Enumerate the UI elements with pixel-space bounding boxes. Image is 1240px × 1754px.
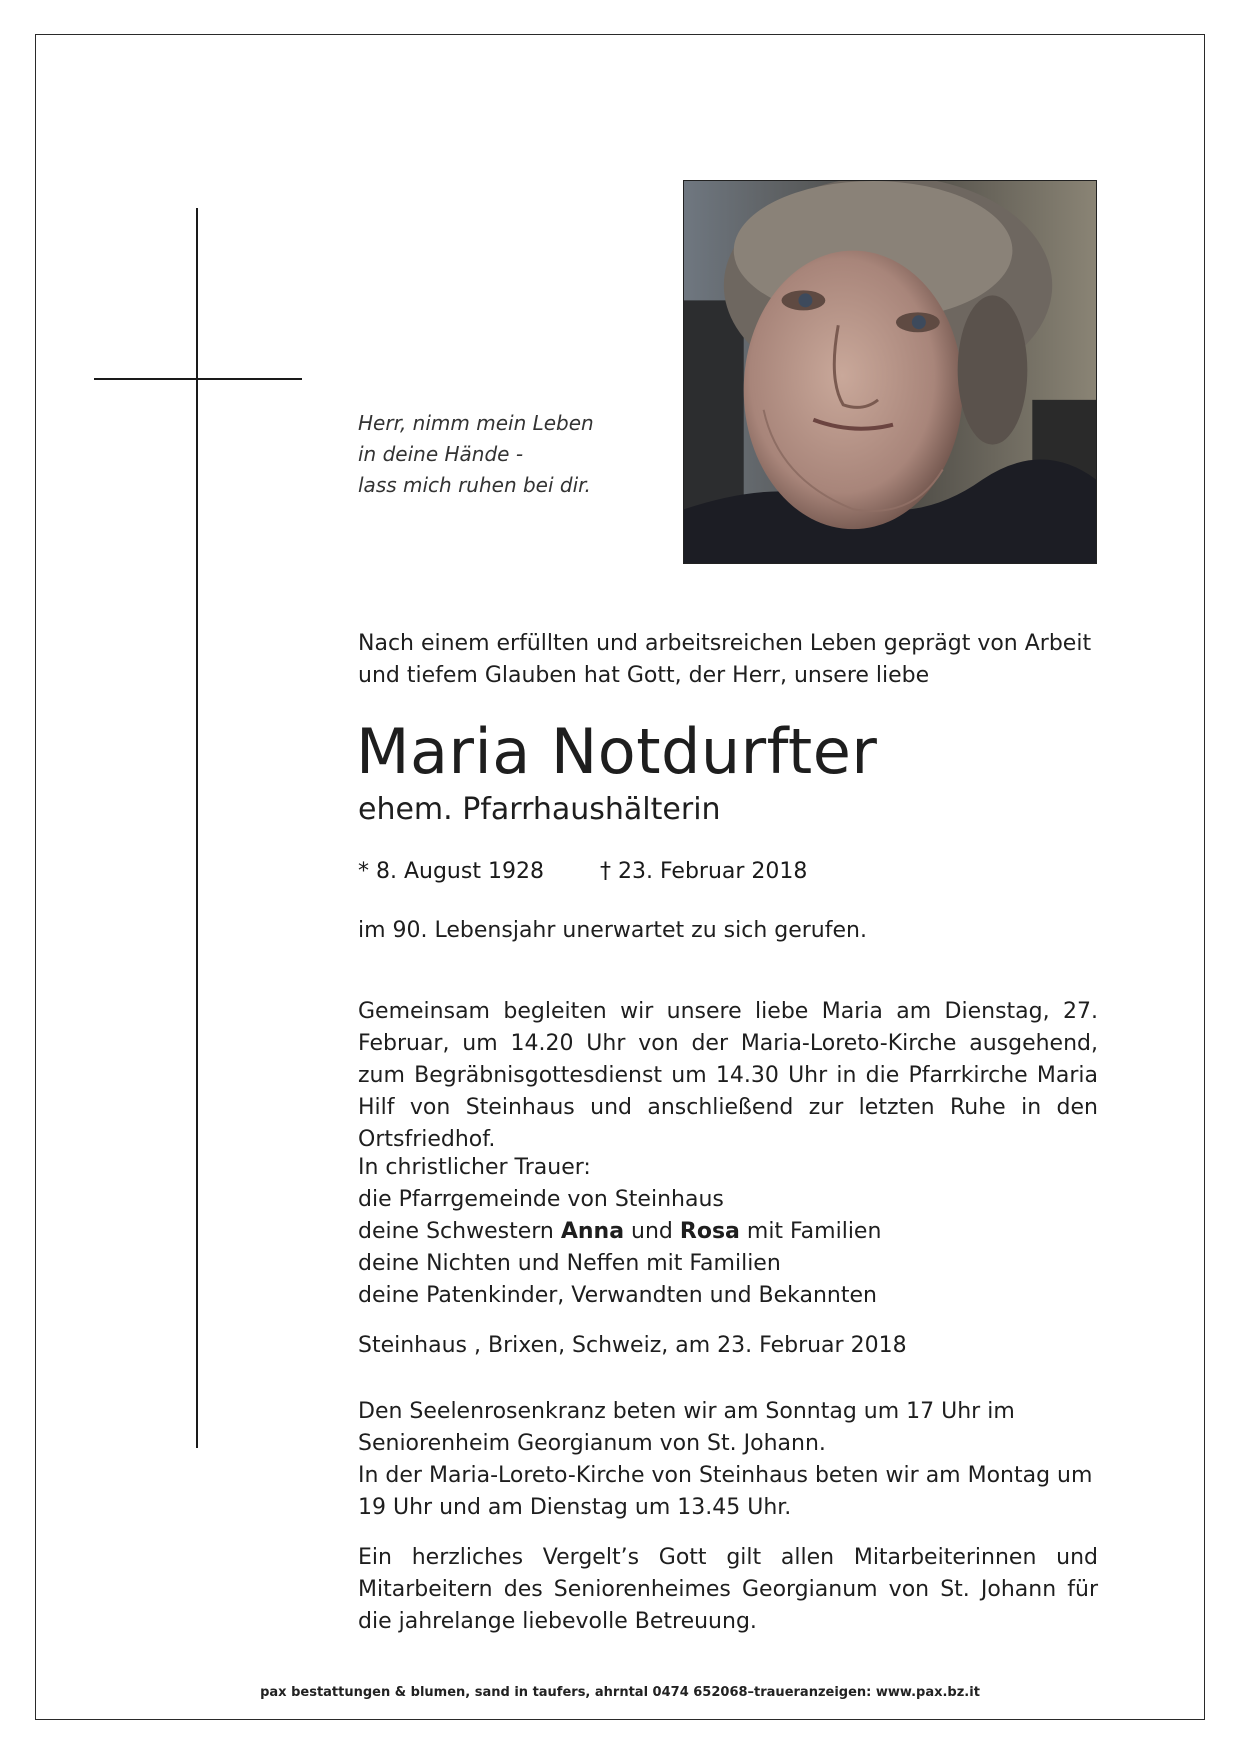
cross-horizontal-bar (94, 378, 302, 380)
mourner-line (358, 1216, 1098, 1248)
mourners-list (358, 1152, 1098, 1312)
death-date: † 23. Februar 2018 (600, 859, 808, 884)
mourners-heading: In christlicher Trauer: (358, 1155, 591, 1180)
rosary-paragraph: In der Maria-Loreto-Kirche von Steinhaus beten wir am Montag um 19 Uhr und am Dienstag um 13.45 Uhr. (358, 1463, 1093, 1520)
rosary-info (358, 1396, 1098, 1524)
bible-verse (358, 408, 594, 501)
sister-name: Anna (560, 1219, 625, 1244)
life-dates (358, 856, 808, 888)
mourner-text: und (624, 1219, 680, 1244)
portrait-illustration (684, 181, 1096, 563)
called-text: im 90. Lebensjahr unerwartet zu sich gerufen. (358, 918, 867, 943)
mourner-line: deine Nichten und Neffen mit Familien (358, 1251, 781, 1276)
mourner-text: mit Familien (739, 1219, 882, 1244)
occupation: ehem. Pfarrhaushälterin (358, 792, 721, 827)
intro-text: Nach einem erfüllten und arbeitsreichen Leben geprägt von Arbeit und tiefem Glauben hat Gott, der Herr, unsere liebe (358, 631, 1092, 688)
portrait-photo (683, 180, 1097, 564)
birth-date: * 8. August 1928 (358, 859, 544, 884)
verse-line: lass mich ruhen bei dir. (358, 473, 591, 497)
thanks-paragraph: Ein herzliches Vergelt’s Gott gilt allen Mitarbeiterinnen und Mitarbeitern des Seniorenheimes Georgianum von St. Johann für die jahrelange liebevolle Betreuung. (358, 1545, 1098, 1634)
mourner-line: die Pfarrgemeinde von Steinhaus (358, 1187, 724, 1212)
mourner-line: deine Patenkinder, Verwandten und Bekannten (358, 1283, 877, 1308)
verse-line: Herr, nimm mein Leben (358, 411, 594, 435)
rosary-paragraph: Den Seelenrosenkranz beten wir am Sonntag um 17 Uhr im Seniorenheim Georgianum von St. Johann. (358, 1399, 1015, 1456)
mourner-text: deine Schwestern (358, 1219, 561, 1244)
funeral-paragraph: Gemeinsam begleiten wir unsere liebe Maria am Dienstag, 27. Februar, um 14.20 Uhr von der Maria-Loreto-Kirche ausgehend, zum Begräbnisgottesdienst um 14.30 Uhr in die Pfarrkirche Maria Hilf von Steinhaus und anschließend zur letzten Ruhe in den Ortsfriedhof. (358, 999, 1098, 1152)
sister-name: Rosa (679, 1219, 740, 1244)
place-date: Steinhaus , Brixen, Schweiz, am 23. Februar 2018 (358, 1333, 907, 1358)
deceased-name: Maria Notdurfter (356, 715, 878, 788)
footer-imprint: pax bestattungen & blumen, sand in taufers, ahrntal 0474 652068–traueranzeigen: www.pax.bz.it (260, 1685, 980, 1700)
verse-line: in deine Hände - (358, 442, 524, 466)
cross-vertical-bar (196, 208, 198, 1448)
